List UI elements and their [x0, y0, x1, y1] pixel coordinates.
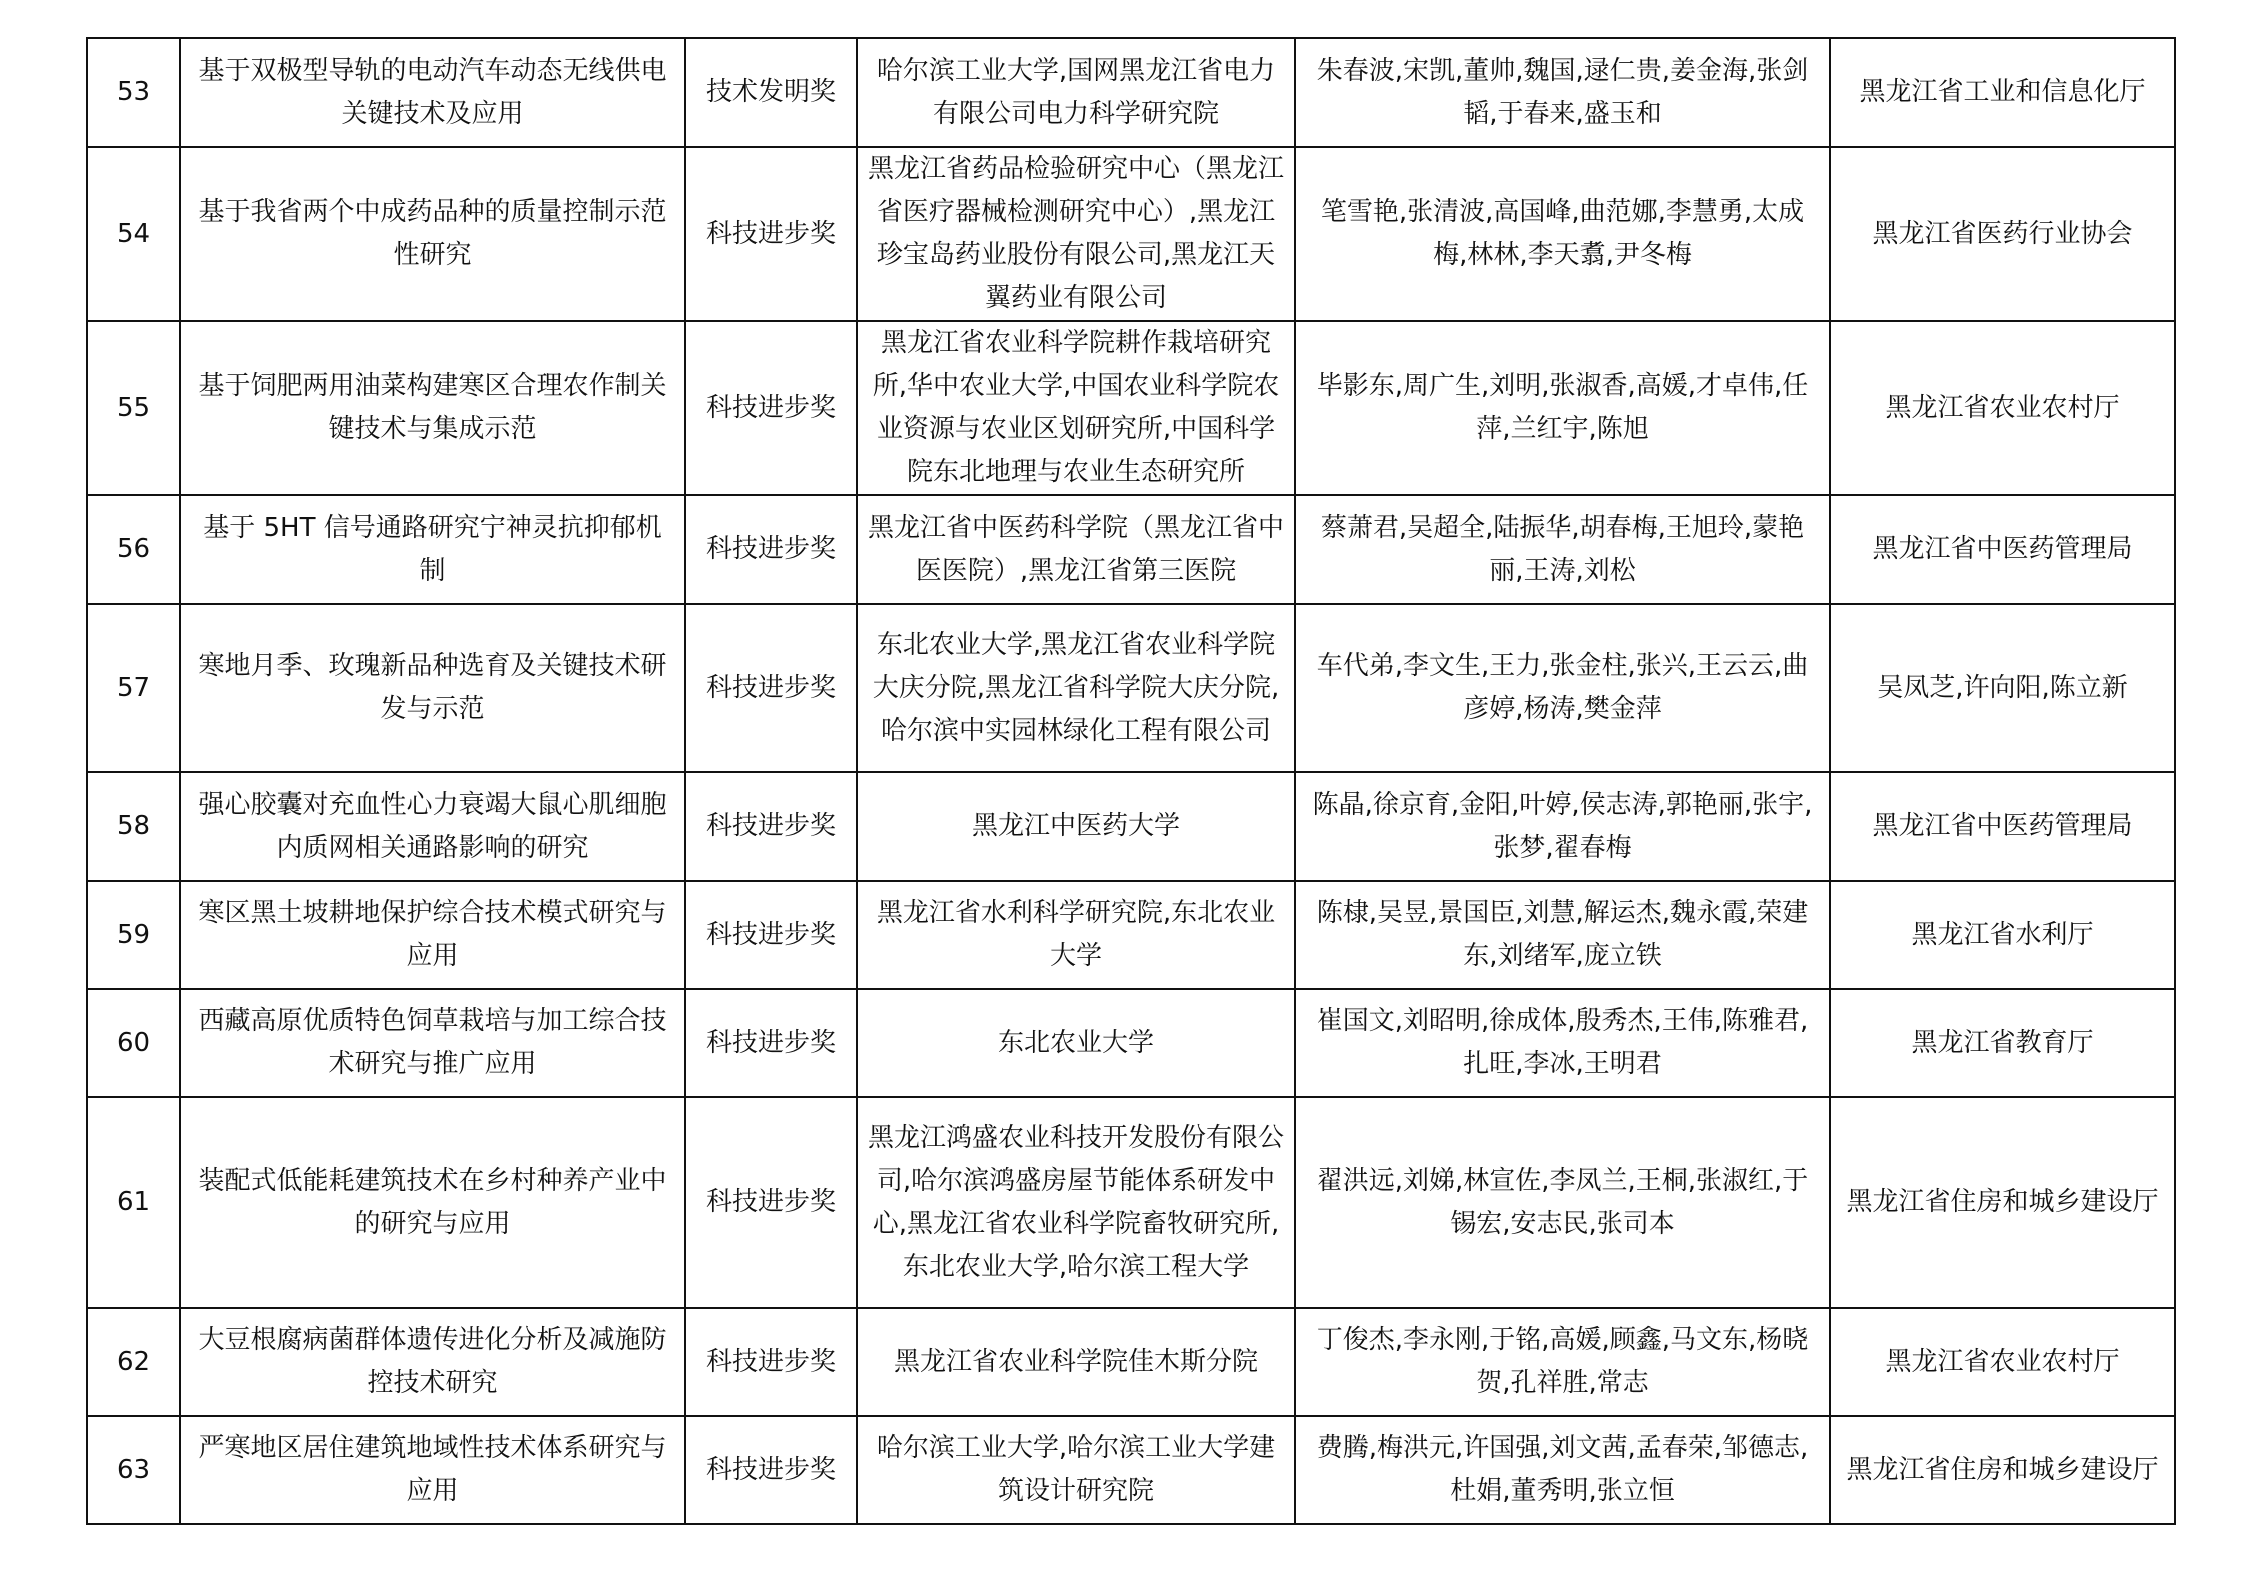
- award-type-cell: 科技进步奖: [685, 772, 857, 881]
- completing-units-cell: 黑龙江中医药大学: [857, 772, 1295, 881]
- completing-persons-cell: 笔雪艳,张清波,高国峰,曲范娜,李慧勇,太成梅,林林,李天翥,尹冬梅: [1295, 147, 1830, 321]
- table-row: [87, 1416, 2175, 1524]
- completing-persons-cell: 陈棣,吴昱,景国臣,刘慧,解运杰,魏永霞,荣建东,刘绪军,庞立铁: [1295, 881, 1830, 989]
- nominating-unit-cell: 黑龙江省农业农村厅: [1830, 1308, 2175, 1416]
- completing-persons-cell: 翟洪远,刘娣,林宣佐,李凤兰,王桐,张淑红,于锡宏,安志民,张司本: [1295, 1097, 1830, 1308]
- project-name-cell: 大豆根腐病菌群体遗传进化分析及减施防控技术研究: [180, 1308, 685, 1416]
- nominating-unit-cell: 黑龙江省住房和城乡建设厅: [1830, 1097, 2175, 1308]
- project-name-cell: 严寒地区居住建筑地域性技术体系研究与应用: [180, 1416, 685, 1524]
- awards-table: [86, 37, 2176, 1525]
- completing-persons-cell: 陈晶,徐京育,金阳,叶婷,侯志涛,郭艳丽,张宇,张梦,翟春梅: [1295, 772, 1830, 881]
- project-name-cell: 基于 5HT 信号通路研究宁神灵抗抑郁机制: [180, 495, 685, 604]
- award-type-cell: 科技进步奖: [685, 1416, 857, 1524]
- awards-table-body: [87, 38, 2175, 1524]
- nominating-unit-cell: 黑龙江省住房和城乡建设厅: [1830, 1416, 2175, 1524]
- table-row: [87, 1097, 2175, 1308]
- serial-number-cell: 61: [87, 1097, 180, 1308]
- project-name-cell: 基于双极型导轨的电动汽车动态无线供电关键技术及应用: [180, 38, 685, 147]
- award-type-cell: 科技进步奖: [685, 147, 857, 321]
- table-row: [87, 1308, 2175, 1416]
- completing-persons-cell: 毕影东,周广生,刘明,张淑香,高媛,才卓伟,任萍,兰红宇,陈旭: [1295, 321, 1830, 495]
- serial-number-cell: 60: [87, 989, 180, 1097]
- table-row: [87, 495, 2175, 604]
- completing-units-cell: 黑龙江省农业科学院耕作栽培研究所,华中农业大学,中国农业科学院农业资源与农业区划研究所,中国科学院东北地理与农业生态研究所: [857, 321, 1295, 495]
- nominating-unit-cell: 黑龙江省水利厅: [1830, 881, 2175, 989]
- table-row: [87, 772, 2175, 881]
- completing-units-cell: 哈尔滨工业大学,国网黑龙江省电力有限公司电力科学研究院: [857, 38, 1295, 147]
- table-row: [87, 38, 2175, 147]
- award-type-cell: 科技进步奖: [685, 989, 857, 1097]
- completing-units-cell: 黑龙江省农业科学院佳木斯分院: [857, 1308, 1295, 1416]
- completing-persons-cell: 丁俊杰,李永刚,于铭,高媛,顾鑫,马文东,杨晓贺,孔祥胜,常志: [1295, 1308, 1830, 1416]
- serial-number-cell: 62: [87, 1308, 180, 1416]
- serial-number-cell: 54: [87, 147, 180, 321]
- table-row: [87, 147, 2175, 321]
- table-row: [87, 321, 2175, 495]
- completing-units-cell: 黑龙江鸿盛农业科技开发股份有限公司,哈尔滨鸿盛房屋节能体系研发中心,黑龙江省农业科学院畜牧研究所,东北农业大学,哈尔滨工程大学: [857, 1097, 1295, 1308]
- nominating-unit-cell: 黑龙江省中医药管理局: [1830, 772, 2175, 881]
- project-name-cell: 寒地月季、玫瑰新品种选育及关键技术研发与示范: [180, 604, 685, 772]
- serial-number-cell: 55: [87, 321, 180, 495]
- nominating-unit-cell: 黑龙江省农业农村厅: [1830, 321, 2175, 495]
- completing-persons-cell: 蔡萧君,吴超全,陆振华,胡春梅,王旭玲,蒙艳丽,王涛,刘松: [1295, 495, 1830, 604]
- award-type-cell: 科技进步奖: [685, 1097, 857, 1308]
- completing-units-cell: 东北农业大学: [857, 989, 1295, 1097]
- project-name-cell: 基于我省两个中成药品种的质量控制示范性研究: [180, 147, 685, 321]
- completing-persons-cell: 费腾,梅洪元,许国强,刘文茜,孟春荣,邹德志,杜娟,董秀明,张立恒: [1295, 1416, 1830, 1524]
- completing-persons-cell: 车代弟,李文生,王力,张金柱,张兴,王云云,曲彦婷,杨涛,樊金萍: [1295, 604, 1830, 772]
- serial-number-cell: 57: [87, 604, 180, 772]
- serial-number-cell: 58: [87, 772, 180, 881]
- nominating-unit-cell: 黑龙江省医药行业协会: [1830, 147, 2175, 321]
- serial-number-cell: 56: [87, 495, 180, 604]
- award-type-cell: 科技进步奖: [685, 604, 857, 772]
- completing-units-cell: 哈尔滨工业大学,哈尔滨工业大学建筑设计研究院: [857, 1416, 1295, 1524]
- completing-persons-cell: 崔国文,刘昭明,徐成体,殷秀杰,王伟,陈雅君,扎旺,李冰,王明君: [1295, 989, 1830, 1097]
- table-row: [87, 881, 2175, 989]
- project-name-cell: 西藏高原优质特色饲草栽培与加工综合技术研究与推广应用: [180, 989, 685, 1097]
- completing-units-cell: 东北农业大学,黑龙江省农业科学院大庆分院,黑龙江省科学院大庆分院,哈尔滨中实园林绿化工程有限公司: [857, 604, 1295, 772]
- completing-units-cell: 黑龙江省水利科学研究院,东北农业大学: [857, 881, 1295, 989]
- table-row: [87, 989, 2175, 1097]
- completing-units-cell: 黑龙江省中医药科学院（黑龙江省中医医院）,黑龙江省第三医院: [857, 495, 1295, 604]
- serial-number-cell: 53: [87, 38, 180, 147]
- nominating-unit-cell: 黑龙江省教育厅: [1830, 989, 2175, 1097]
- completing-units-cell: 黑龙江省药品检验研究中心（黑龙江省医疗器械检测研究中心）,黑龙江珍宝岛药业股份有限公司,黑龙江天翼药业有限公司: [857, 147, 1295, 321]
- serial-number-cell: 63: [87, 1416, 180, 1524]
- award-type-cell: 科技进步奖: [685, 321, 857, 495]
- project-name-cell: 基于饲肥两用油菜构建寒区合理农作制关键技术与集成示范: [180, 321, 685, 495]
- award-type-cell: 科技进步奖: [685, 495, 857, 604]
- nominating-unit-cell: 黑龙江省工业和信息化厅: [1830, 38, 2175, 147]
- nominating-unit-cell: 吴凤芝,许向阳,陈立新: [1830, 604, 2175, 772]
- project-name-cell: 装配式低能耗建筑技术在乡村种养产业中的研究与应用: [180, 1097, 685, 1308]
- project-name-cell: 强心胶囊对充血性心力衰竭大鼠心肌细胞内质网相关通路影响的研究: [180, 772, 685, 881]
- project-name-cell: 寒区黑土坡耕地保护综合技术模式研究与应用: [180, 881, 685, 989]
- serial-number-cell: 59: [87, 881, 180, 989]
- completing-persons-cell: 朱春波,宋凯,董帅,魏国,逯仁贵,姜金海,张剑韬,于春来,盛玉和: [1295, 38, 1830, 147]
- award-type-cell: 技术发明奖: [685, 38, 857, 147]
- table-row: [87, 604, 2175, 772]
- nominating-unit-cell: 黑龙江省中医药管理局: [1830, 495, 2175, 604]
- award-type-cell: 科技进步奖: [685, 881, 857, 989]
- award-type-cell: 科技进步奖: [685, 1308, 857, 1416]
